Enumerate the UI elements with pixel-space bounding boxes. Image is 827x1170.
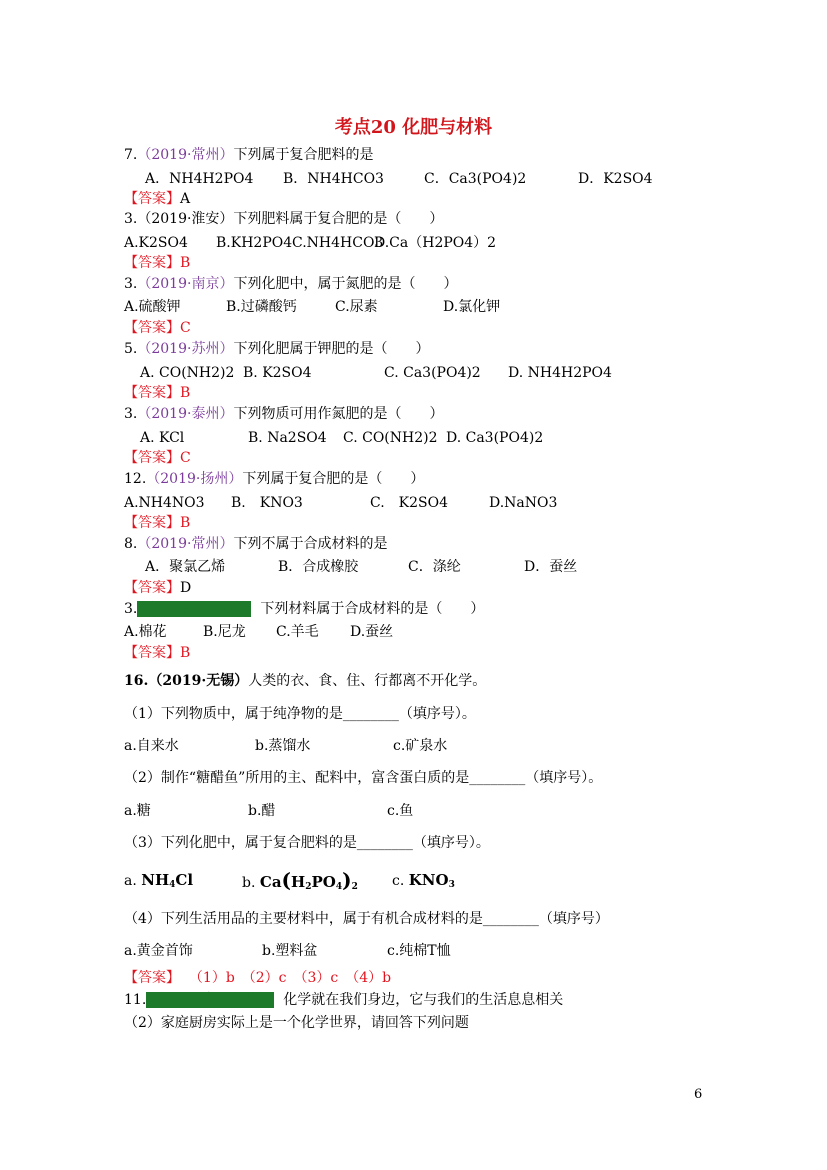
- sub-question-2: （2）制作“糖醋鱼”所用的主、配料中，富含蛋白质的是________（填序号）。: [124, 770, 603, 786]
- answer-line: 【答案】B: [124, 385, 191, 401]
- question-stem: [124, 145, 373, 165]
- option-d: D. NH4H2PO4: [508, 365, 612, 381]
- page-title: 考点20 化肥与材料: [334, 117, 493, 138]
- option-d: D.NaNO3: [489, 495, 558, 511]
- option-d: D. Ca3(PO4)2: [446, 430, 544, 446]
- question-number: 7.: [124, 147, 138, 163]
- answer-line: 【答案】B: [124, 645, 191, 661]
- question-stem: 12.（2019·扬州）下列属于复合肥的是（ ）: [124, 471, 425, 487]
- answer-line: 【答案】D: [124, 580, 192, 596]
- option-a: a.自来水: [124, 738, 179, 754]
- question-text: 下列属于复合肥料的是: [233, 147, 374, 163]
- option-d: D.Ca（H2PO4）2: [374, 235, 497, 251]
- option-b: B. KNO3: [231, 495, 303, 511]
- question-stem: 11. （2019·宿迁预测） 化学就在我们身边，它与我们的生活息息相关: [124, 992, 564, 1008]
- sub-question-1: （1）下列物质中，属于纯净物的是________（填序号）。: [124, 706, 476, 722]
- option-b: b.醋: [248, 803, 276, 819]
- answer-line: 【答案】C: [124, 450, 191, 466]
- answer-line: 【答案】C: [124, 320, 191, 336]
- option-a: A．聚氯乙烯: [145, 559, 226, 575]
- option-a: A.棉花: [124, 624, 167, 640]
- sub-question-2: （2）家庭厨房实际上是一个化学世界，请回答下列问题: [124, 1015, 469, 1031]
- sub-question-4: （4）下列生活用品的主要材料中，属于有机合成材料的是________（填序号）: [124, 911, 609, 927]
- question-stem: 5.（2019·苏州）下列化肥属于钾肥的是（ ）: [124, 341, 430, 357]
- answer-line: 【答案】B: [124, 515, 191, 531]
- option-a: A．NH4H2PO4: [145, 171, 254, 187]
- option-c: C.NH4HCO3: [292, 235, 384, 251]
- option-c: c.矿泉水: [393, 738, 448, 754]
- option-c: C．涤纶: [408, 559, 461, 575]
- page-number: 6: [694, 1087, 703, 1102]
- option-d: D．K2SO4: [578, 171, 653, 187]
- option-d: D.蚕丝: [350, 624, 394, 640]
- option-a: A. CO(NH2)2: [140, 365, 235, 381]
- sub-question-3: （3）下列化肥中，属于复合肥料的是________（填序号）。: [124, 835, 490, 851]
- option-a: a. $NH_4Cl$: [124, 871, 194, 890]
- question-source: （2019·常州）: [137, 147, 234, 163]
- option-a: A.K2SO4: [124, 235, 188, 251]
- redacted-source: （2019·宿迁预测）: [148, 992, 273, 1008]
- option-b: B．合成橡胶: [278, 559, 359, 575]
- option-c: C. Ca3(PO4)2: [384, 365, 481, 381]
- option-c: C.尿素: [335, 299, 378, 315]
- option-a: A.NH4NO3: [124, 495, 205, 511]
- answer-line: 【答案】B: [124, 255, 191, 271]
- option-c: C. K2SO4: [370, 495, 449, 511]
- option-d: D．蚕丝: [524, 559, 578, 575]
- option-a: A. KCl: [140, 430, 185, 446]
- question-stem: 8.（2019·常州）下列不属于合成材料的是: [124, 536, 388, 552]
- option-c: c.鱼: [387, 803, 414, 819]
- question-stem: 3.（2019·淮安）下列肥料属于复合肥的是（ ）: [124, 211, 444, 227]
- option-c: C.羊毛: [276, 624, 319, 640]
- option-c: c. $KNO_3$: [392, 871, 455, 890]
- option-a: a.黄金首饰: [124, 943, 193, 959]
- option-c: C．Ca3(PO4)2: [424, 171, 527, 187]
- question-stem: 3.（2019·泰州）下列物质可用作氮肥的是（ ）: [124, 406, 444, 422]
- option-d: D.氯化钾: [443, 299, 501, 315]
- question-stem: 3.（2019·南京）下列化肥中，属于氮肥的是（ ）: [124, 276, 458, 292]
- option-c: c.纯棉T恤: [387, 943, 451, 959]
- option-c: C. CO(NH2)2: [343, 430, 438, 446]
- option-b: B．NH4HCO3: [283, 171, 384, 187]
- option-a: a.糖: [124, 803, 151, 819]
- option-a: A.硫酸钾: [124, 299, 181, 315]
- option-b: B. Na2SO4: [248, 430, 327, 446]
- answer-line: 【答案】A: [124, 191, 191, 207]
- option-b: b.蒸馏水: [255, 738, 311, 754]
- option-b: B.过磷酸钙: [226, 299, 297, 315]
- question-stem: 16.（2019·无锡）人类的衣、食、住、行都离不开化学。: [124, 673, 487, 689]
- option-b: B. K2SO4: [243, 365, 312, 381]
- option-b: B.KH2PO4: [216, 235, 293, 251]
- question-stem: 3. （2019·连云港） 下列材料属于合成材料的是（ ）: [124, 601, 485, 617]
- answer-line: 【答案】 （1）b （2）c （3）c （4）b: [124, 970, 392, 986]
- option-b: b.塑料盆: [262, 943, 318, 959]
- option-b: B.尼龙: [203, 624, 246, 640]
- option-b: b. $Ca(H_2PO_4)_2$: [242, 868, 358, 892]
- redacted-source: （2019·连云港）: [139, 601, 250, 617]
